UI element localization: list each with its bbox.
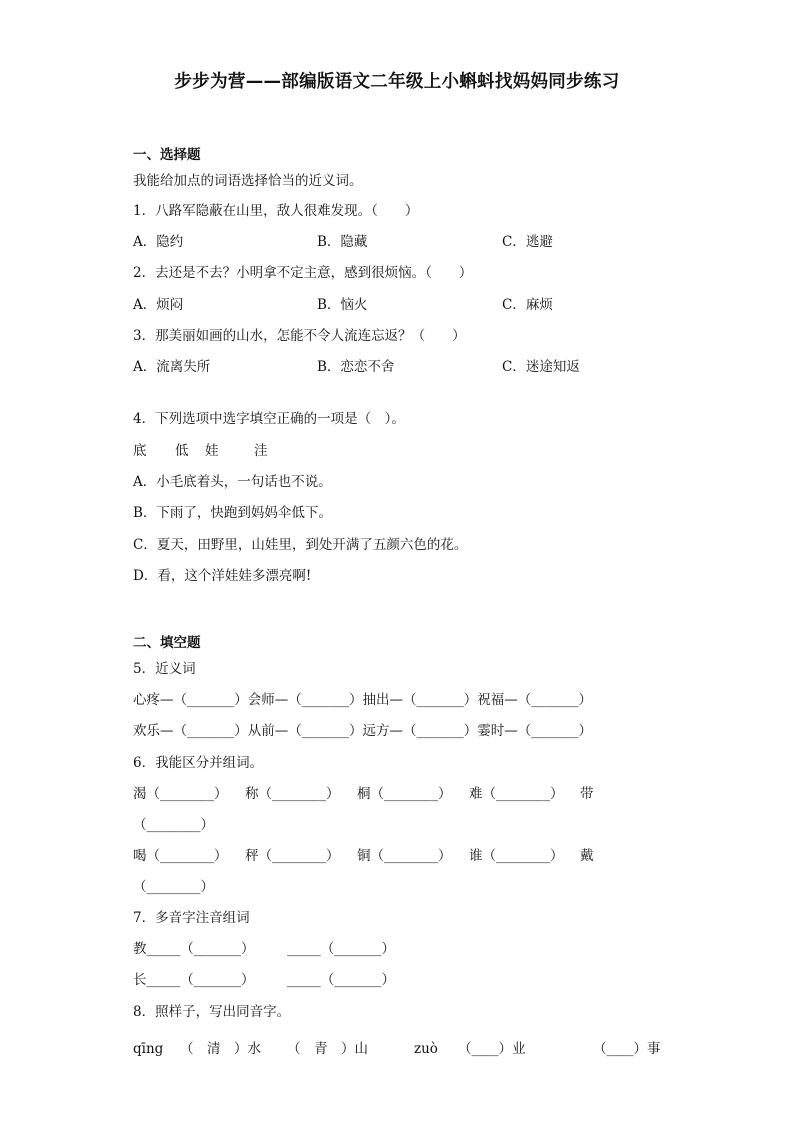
question-3-option-b: B．恋恋不舍 xyxy=(317,359,395,375)
question-7-stem: 7．多音字注音组词 xyxy=(133,910,250,926)
question-8-stem: 8．照样子，写出同音字。 xyxy=(133,1004,291,1020)
question-6-item: 带 xyxy=(580,786,594,802)
question-6-item: 喝（________） xyxy=(133,848,228,864)
page-title: 步步为营——部编版语文二年级上小蝌蚪找妈妈同步练习 xyxy=(174,72,620,92)
question-5-stem: 5．近义词 xyxy=(133,661,196,677)
question-4-char: 娃 xyxy=(205,443,219,459)
question-6-item: 谁（________） xyxy=(469,848,564,864)
question-8-blank: （____）事 xyxy=(593,1041,661,1057)
question-3-option-c: C．迷途知返 xyxy=(502,359,580,375)
question-4-option-c: C．夏天，田野里，山娃里，到处开满了五颜六色的花。 xyxy=(133,537,468,553)
question-2-option-c: C．麻烦 xyxy=(502,297,553,313)
question-6-item: 戴 xyxy=(580,848,594,864)
question-7-item: _____（_______） xyxy=(287,941,395,957)
question-8-pinyin: qīng xyxy=(133,1041,164,1057)
question-7-item: 长_____（_______） xyxy=(133,972,255,988)
question-7-item: _____（_______） xyxy=(287,972,395,988)
question-1-option-a: A．隐约 xyxy=(133,234,184,250)
question-3-option-a: A．流离失所 xyxy=(133,359,211,375)
question-2-stem: 2．去还是不去？小明拿不定主意，感到很烦恼。（ ） xyxy=(133,265,473,281)
question-1-stem: 1．八路军隐蔽在山里，敌人很难发现。（ ） xyxy=(133,203,419,219)
question-6-stem: 6．我能区分并组词。 xyxy=(133,755,264,771)
question-4-char: 底 xyxy=(133,443,147,459)
question-2-option-b: B．恼火 xyxy=(317,297,368,313)
question-4-char: 低 xyxy=(175,443,189,459)
question-1-option-c: C．逃避 xyxy=(502,234,553,250)
question-2-option-a: A．烦闷 xyxy=(133,297,184,313)
question-8-pinyin: zuò xyxy=(414,1041,438,1057)
question-6-item-cont: （________） xyxy=(133,879,214,895)
section-heading-choice: 一、选择题 xyxy=(133,147,201,163)
question-6-item: 称（________） xyxy=(245,786,340,802)
question-6-item: 渴（________） xyxy=(133,786,228,802)
question-5-row: 欢乐—（_______）从前—（_______）远方—（_______）霎时—（_______） xyxy=(133,723,592,739)
question-5-row: 心疼—（_______）会师—（_______）抽出—（_______）祝福—（_______） xyxy=(133,692,592,708)
question-4-option-a: A．小毛底着头，一句话也不说。 xyxy=(133,474,332,490)
question-4-char: 洼 xyxy=(254,443,268,459)
question-8-example: （ 青 ）山 xyxy=(287,1041,368,1057)
question-6-item: 秤（________） xyxy=(245,848,340,864)
question-3-stem: 3．那美丽如画的山水，怎能不令人流连忘返？（ ） xyxy=(133,328,466,344)
question-1-option-b: B．隐藏 xyxy=(317,234,368,250)
question-6-item: 难（________） xyxy=(469,786,564,802)
question-4-stem: 4．下列选项中选字填空正确的一项是（ ）。 xyxy=(133,411,405,427)
question-7-item: 教_____（_______） xyxy=(133,941,255,957)
question-4-option-b: B．下雨了，快跑到妈妈伞低下。 xyxy=(133,505,332,521)
section-heading-fill: 二、填空题 xyxy=(133,635,201,651)
question-8-example: （ 清 ）水 xyxy=(180,1041,261,1057)
question-8-blank: （____）业 xyxy=(458,1041,526,1057)
question-6-item: 铜（________） xyxy=(357,848,452,864)
question-6-item: 桐（________） xyxy=(357,786,452,802)
question-6-item-cont: （________） xyxy=(133,817,214,833)
question-4-option-d: D．看，这个洋娃娃多漂亮啊! xyxy=(133,568,312,584)
section-instruction: 我能给加点的词语选择恰当的近义词。 xyxy=(133,173,363,189)
